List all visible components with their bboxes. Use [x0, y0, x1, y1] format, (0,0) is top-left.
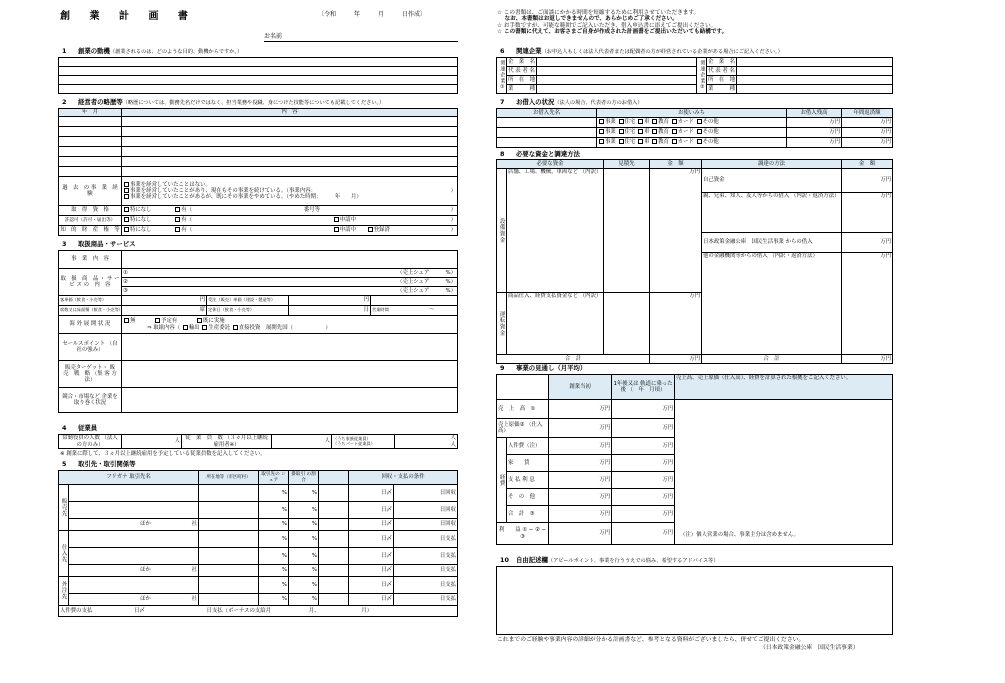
col-location: 所在地等（市区町村）: [199, 471, 259, 485]
method-total-label: 合 計: [702, 355, 842, 364]
checkbox-icon: [124, 217, 129, 222]
related-1-industry[interactable]: [537, 85, 697, 94]
need-total-amount[interactable]: 万円: [650, 355, 702, 364]
row-interest-label: 支 払 利 息: [507, 472, 549, 489]
note-line: なお、本書類はお返しできませんので、あらかじめご了承ください。: [504, 16, 678, 23]
col-basis: 売上高、売上原価（仕入高）、経費を計算された根拠をご記入ください。: [675, 375, 893, 400]
section-2-heading: 2 経営者の略歴等（略歴については、勤務先名だけではなく、担当業務や役職、身につけた技能等についても記載してください。）: [62, 98, 385, 106]
holiday-label: 定休日（飲食・小売等）: [207, 306, 289, 316]
equipment-amount[interactable]: 万円: [650, 169, 702, 293]
partner-location[interactable]: [199, 577, 259, 594]
partner-location[interactable]: [199, 565, 259, 577]
officers-label: 常勤役員の人数 （法人の方のみ）: [59, 435, 122, 449]
outsource-label: 外注先: [59, 577, 69, 606]
terms-close[interactable]: 日〆: [349, 485, 394, 502]
motivation-line[interactable]: [59, 58, 458, 67]
checkbox-icon[interactable]: [124, 318, 129, 323]
col-terms: 回収・支払の条件: [349, 471, 458, 485]
col-repay: 年間返済額: [842, 109, 893, 118]
lender-name[interactable]: [497, 138, 597, 148]
loans-table: [496, 108, 893, 148]
section-5-heading: 5 取引先・取引関係等: [62, 460, 136, 468]
expenses-label: 経費: [497, 438, 507, 523]
field-label: 企 業 名: [708, 58, 735, 65]
field-label: 企 業 名: [508, 58, 535, 65]
funds-table: [496, 159, 893, 364]
partner-credit[interactable]: %: [289, 548, 319, 565]
profit-initial[interactable]: 万円: [549, 523, 612, 545]
related-2-industry[interactable]: [737, 85, 893, 94]
forecast-note: （注）個人営業の場合、事業主分は含めません。: [680, 532, 799, 538]
career-year[interactable]: [59, 127, 122, 137]
col-balance: お借入残高: [787, 109, 842, 118]
related-2-label: 関連企業②: [697, 58, 707, 94]
col-initial: 創業当初: [549, 375, 612, 400]
target-label: 販売ターゲット・ 販 売 戦 略 （集 客 方 法）: [59, 361, 122, 388]
goods-item[interactable]: ③ （売上シェア %）: [123, 287, 456, 294]
usage-options[interactable]: 事業 住宅 車 教育 カード その他: [597, 128, 787, 138]
checkbox-icon[interactable]: [197, 318, 202, 323]
motivation-table: [58, 57, 458, 94]
partner-location[interactable]: [199, 548, 259, 565]
row-rent-label: 家 賃: [507, 455, 549, 472]
blank-cell: [371, 296, 458, 306]
cost-initial[interactable]: 万円: [549, 419, 612, 438]
instruction-notes: [497, 10, 727, 36]
partner-location[interactable]: [199, 519, 259, 531]
partner-blank: [319, 577, 349, 594]
motivation-line[interactable]: [59, 67, 458, 76]
goods-item[interactable]: ① （売上シェア %）: [123, 269, 456, 276]
partner-name[interactable]: [69, 531, 199, 548]
row-labor-label: 人件費（注）: [507, 438, 549, 455]
terms-close[interactable]: 日〆: [349, 594, 394, 606]
rent-initial[interactable]: 万円: [549, 455, 612, 472]
working-estimate[interactable]: [604, 293, 650, 355]
related-1-label: 関連企業①: [497, 58, 507, 94]
family-part-field[interactable]: 人 人: [395, 435, 458, 449]
checkbox-icon: [175, 227, 180, 232]
free-text-field[interactable]: [496, 566, 893, 635]
past-option[interactable]: 事業を経営していたことがあり、現在もその事業を続けている。（事業内容： ）: [123, 188, 456, 194]
col-need: 必要な資金: [497, 160, 604, 169]
method-total-amount[interactable]: 万円: [842, 355, 893, 364]
field-label: 業 種: [508, 85, 535, 92]
partner-share[interactable]: %: [259, 519, 289, 531]
partner-others[interactable]: ほか 社: [69, 519, 199, 531]
hours-field[interactable]: 営業時間 〜: [371, 306, 458, 316]
partner-location[interactable]: [199, 485, 259, 502]
partner-blank: [319, 485, 349, 502]
terms-collect[interactable]: 日回収: [394, 502, 458, 519]
employees-note: ※ 創業に際して、３ヵ月以上継続雇用を予定している従業員数を記入してください。: [60, 451, 266, 457]
cost-after[interactable]: 万円: [612, 419, 675, 438]
career-year[interactable]: [59, 137, 122, 147]
checkbox-icon: [334, 217, 339, 222]
row-sales-label: 売 上 高 ①: [497, 400, 549, 419]
employees-table: [58, 434, 458, 449]
balance-field[interactable]: 万円: [787, 118, 842, 128]
officers-field[interactable]: 人: [122, 435, 182, 449]
col-estimate: 見積先: [604, 160, 650, 169]
section-6-heading: 6 関連企業（お申込人もしくは法人代表者または配偶者の方が経営されている企業がある場合にご記入ください。）: [500, 47, 783, 55]
partner-location[interactable]: [199, 502, 259, 519]
labor-initial[interactable]: 万円: [549, 438, 612, 455]
col-content: 内 容: [122, 109, 458, 117]
note-line: ☆ この書類に代えて、お客さまご自身が作成された計画書をご提出いただいても結構です。: [497, 29, 728, 36]
section-8-heading: 8 必要な資金と調達方法: [500, 150, 580, 158]
related-2-rep[interactable]: [737, 67, 893, 76]
checkbox-icon[interactable]: [155, 318, 160, 323]
col-amount: 金 額: [650, 160, 702, 169]
partner-credit[interactable]: %: [289, 502, 319, 519]
partner-name[interactable]: [69, 548, 199, 565]
balance-field[interactable]: 万円: [787, 128, 842, 138]
name-field[interactable]: [264, 34, 458, 42]
total-initial[interactable]: 万円: [549, 506, 612, 523]
col-credit: 掛取引 の割合: [289, 471, 319, 485]
terms-pay[interactable]: 日支払: [394, 548, 458, 565]
motivation-line[interactable]: [59, 85, 458, 94]
forecast-table: [496, 374, 893, 545]
sales-label: 販売先: [59, 485, 69, 531]
related-1-name[interactable]: [537, 58, 697, 67]
total-after[interactable]: 万円: [612, 506, 675, 523]
partner-credit[interactable]: %: [289, 577, 319, 594]
partner-share[interactable]: %: [259, 565, 289, 577]
license-field[interactable]: 特になし 有（ 申請中 ）: [122, 216, 458, 226]
goods-item[interactable]: ② （売上シェア %）: [123, 278, 456, 285]
partner-blank: [319, 548, 349, 565]
partner-share[interactable]: %: [259, 577, 289, 594]
basis-field[interactable]: [675, 400, 893, 545]
employees-label: 従 業 員 数 （３ヵ月以上継続雇用者※）: [182, 435, 272, 449]
motivation-line[interactable]: [59, 76, 458, 85]
terms-close[interactable]: 日〆: [349, 548, 394, 565]
partner-share[interactable]: %: [259, 531, 289, 548]
equipment-estimate[interactable]: [604, 169, 650, 293]
col-blank: [319, 471, 349, 485]
usage-options[interactable]: 事業 住宅 車 教育 カード その他: [597, 138, 787, 148]
partner-credit[interactable]: %: [289, 519, 319, 531]
related-1-rep[interactable]: [537, 67, 697, 76]
repay-field[interactable]: 万円: [842, 128, 893, 138]
need-total-label: 合 計: [497, 355, 650, 364]
note-line: ☆ お手数ですが、可能な範囲でご記入いただき、借入申込書に添えてご提出ください。: [497, 22, 717, 29]
ip-field[interactable]: 特になし 有（ 申請中 登録済 ）: [122, 226, 458, 236]
other-initial[interactable]: 万円: [549, 489, 612, 506]
career-year[interactable]: [59, 167, 122, 177]
row-other-label: そ の 他: [507, 489, 549, 506]
section-9-heading: 9 事業の見通し（月平均）: [500, 364, 587, 372]
target-field[interactable]: [122, 361, 458, 388]
col-blank: [497, 375, 549, 400]
jfc-loan-label: 日本政策金融公庫 国民生活事業 からの借入: [702, 233, 842, 253]
col-method: 調達の方法: [702, 160, 842, 169]
partner-credit[interactable]: %: [289, 565, 319, 577]
terms-close[interactable]: 日〆: [349, 565, 394, 577]
market-label: 競合・市場など 企業を取り巻く状況: [59, 388, 122, 413]
biz-field[interactable]: [122, 251, 458, 269]
terms-close[interactable]: 日〆: [349, 577, 394, 594]
working-label: 運転資金: [497, 293, 507, 355]
other-after[interactable]: 万円: [612, 489, 675, 506]
field-label: 業 種: [708, 85, 735, 92]
related-2-name[interactable]: [737, 58, 893, 67]
col-after: 1年後又は 軌道に乗った後 （ 年 月頃）: [612, 375, 675, 400]
market-field[interactable]: [122, 388, 458, 413]
partner-blank: [319, 565, 349, 577]
terms-collect[interactable]: 日回収: [394, 485, 458, 502]
partner-others[interactable]: ほか 社: [69, 565, 199, 577]
career-content[interactable]: [122, 117, 458, 127]
past-experience-label: 過 去 の 事 業 経 験: [59, 177, 122, 206]
field-label: 代 表 者 名: [508, 67, 535, 74]
other-loan-label: 他の金融機関等からの借入 （内訳・返済方法）: [702, 253, 842, 355]
selling-point-label: セールスポイント （自社の強み）: [59, 334, 122, 361]
profit-after[interactable]: 万円: [612, 523, 675, 545]
field-label: 所 在 地: [508, 76, 535, 83]
checkbox-icon: [334, 227, 339, 232]
repay-field[interactable]: 万円: [842, 118, 893, 128]
biz-label: 事 業 内 容: [59, 251, 122, 269]
qualification-label: 取 得 資 格: [59, 206, 122, 216]
checkbox-icon[interactable]: [202, 325, 207, 330]
note-line: ☆ この書類は、ご面談にかかる時間を短縮するために利用させていただきます。: [497, 10, 700, 16]
jfc-loan-amount[interactable]: 万円: [842, 233, 893, 253]
section-7-heading: 7 お借入の状況（法人の場合、代表者の方のお借入）: [500, 98, 643, 106]
partner-others[interactable]: ほか 社: [69, 594, 199, 606]
terms-close[interactable]: 日〆: [349, 531, 394, 548]
partner-name[interactable]: [69, 485, 199, 502]
career-content[interactable]: [122, 167, 458, 177]
partner-location[interactable]: [199, 594, 259, 606]
checkbox-icon: [124, 182, 129, 187]
name-label: お名前: [264, 33, 283, 40]
own-funds-amount[interactable]: 万円: [842, 169, 893, 193]
rent-after[interactable]: 万円: [612, 455, 675, 472]
labor-after[interactable]: 万円: [612, 438, 675, 455]
col-amount-2: 金 額: [842, 160, 893, 169]
col-year: 年 月: [59, 109, 122, 117]
partner-share[interactable]: %: [259, 594, 289, 606]
interest-initial[interactable]: 万円: [549, 472, 612, 489]
partner-location[interactable]: [199, 531, 259, 548]
terms-pay[interactable]: 日支払: [394, 531, 458, 548]
row-total-label: 合 計 ③: [507, 506, 549, 523]
career-content[interactable]: [122, 127, 458, 137]
unit-price-field[interactable]: 円: [122, 296, 207, 306]
terms-close[interactable]: 日〆: [349, 502, 394, 519]
partners-table: [58, 470, 458, 617]
career-year[interactable]: [59, 157, 122, 167]
field-label: 代 表 者 名: [708, 67, 735, 74]
col-partner-name: フリガナ 取引先名: [59, 471, 199, 485]
checkbox-icon[interactable]: [183, 325, 188, 330]
related-2-address[interactable]: [737, 76, 893, 85]
capacity-label: 席数又は床面積（飲食・小売等）: [59, 306, 122, 316]
partner-blank: [319, 594, 349, 606]
field-label: 所 在 地: [708, 76, 735, 83]
working-detail[interactable]: 商品仕入、経費支払資金など （内訳）: [507, 293, 604, 355]
section-1-heading: 1 創業の動機（創業されるのは、どのような目的、動機からですか。）: [62, 47, 243, 55]
partner-credit[interactable]: %: [289, 531, 319, 548]
row-cost-label: 売上原価② （仕入高）: [497, 419, 549, 438]
checkbox-icon: [175, 207, 180, 212]
ip-label: 知 的 財 産 権 等: [59, 226, 122, 236]
usage-options[interactable]: 事業 住宅 車 教育 カード その他: [597, 118, 787, 128]
other-loan-amount[interactable]: 万円: [842, 253, 893, 355]
past-experience-options: [122, 177, 458, 206]
col-share: 取引先の シェア: [259, 471, 289, 485]
related-companies-table: [496, 57, 893, 94]
lender-name[interactable]: [497, 128, 597, 138]
section-4-heading: 4 従業員: [62, 424, 98, 432]
goods-label: 取 扱 商 品 ・ サ ー ビ ス の 内 容: [59, 269, 122, 296]
license-label: 許認可（許可・届出等）: [59, 216, 122, 226]
partner-name[interactable]: [69, 502, 199, 519]
checkbox-icon: [124, 194, 129, 199]
terms-pay[interactable]: 日支払: [394, 577, 458, 594]
wage-payment-row[interactable]: 人件費の支払 日〆 日支払（ボーナスの支給月 月、 月）: [59, 606, 458, 617]
selling-point-field[interactable]: [122, 334, 458, 361]
checkbox-icon: [124, 207, 129, 212]
partner-credit[interactable]: %: [289, 594, 319, 606]
partner-share[interactable]: %: [259, 485, 289, 502]
career-content[interactable]: [122, 137, 458, 147]
interest-after[interactable]: 万円: [612, 472, 675, 489]
overseas-label: 海 外 展 開 状 況: [59, 316, 122, 334]
order-price-field[interactable]: 円: [289, 296, 371, 306]
page-title: 創 業 計 画 書: [60, 11, 196, 22]
balance-field[interactable]: 万円: [787, 138, 842, 148]
partner-credit[interactable]: %: [289, 485, 319, 502]
holiday-field[interactable]: 日: [289, 306, 371, 316]
order-price-label: 受注（販売）単価（建設・製造等）: [207, 296, 289, 306]
section-10-heading: 10 自由記述欄（アピールポイント、事業を行ううえでの悩み、希望するアドバイス等）: [500, 556, 719, 564]
footer-line: これまでのご経験や事業内容の詳細が分かる計画書など、参考となる資料がございましたら、併せてご提出ください。: [497, 637, 805, 643]
career-content[interactable]: [122, 147, 458, 157]
col-lender: お借入先名: [497, 109, 597, 118]
past-option[interactable]: 事業を経営していたことはない。: [123, 182, 456, 188]
related-1-address[interactable]: [537, 76, 697, 85]
products-table: [58, 250, 458, 413]
partner-name[interactable]: [69, 577, 199, 594]
checkbox-icon: [124, 227, 129, 232]
family-loan-label: 親、兄弟、知人、友人等からの借入 （内訳・返済方法）: [702, 193, 842, 233]
lender-name[interactable]: [497, 118, 597, 128]
terms-collect[interactable]: 日回収: [394, 519, 458, 531]
supply-label: 仕入先: [59, 531, 69, 577]
employees-field[interactable]: 人: [272, 435, 332, 449]
partner-blank: [319, 502, 349, 519]
equipment-detail[interactable]: 店舗、工場、機械、車両など （内訳）: [507, 169, 604, 293]
career-year[interactable]: [59, 147, 122, 157]
wage-label: 人件費の支払: [60, 607, 93, 614]
career-content[interactable]: [122, 157, 458, 167]
repay-field[interactable]: 万円: [842, 138, 893, 148]
working-amount[interactable]: 万円: [650, 293, 702, 355]
qualification-field[interactable]: 特になし 有（ 番号等 ）: [122, 206, 458, 216]
family-part-label: （うち家族従業員） （うちパート従業員）: [332, 435, 395, 449]
col-usage: お使いみち: [597, 109, 787, 118]
career-year[interactable]: [59, 117, 122, 127]
partner-share[interactable]: %: [259, 548, 289, 565]
capacity-field[interactable]: 席: [122, 306, 207, 316]
own-funds-label: 自己資金: [702, 169, 842, 193]
terms-close[interactable]: 日〆: [349, 519, 394, 531]
equipment-label: 設備資金: [497, 169, 507, 293]
checkbox-icon: [124, 188, 129, 193]
family-loan-amount[interactable]: 万円: [842, 193, 893, 233]
sales-initial[interactable]: 万円: [549, 400, 612, 419]
terms-pay[interactable]: 日支払: [394, 565, 458, 577]
date-line: 〔令和 年 月 日作成〕: [318, 11, 427, 18]
terms-pay[interactable]: 日支払: [394, 594, 458, 606]
footer-issuer: （日本政策金融公庫 国民生活事業）: [760, 645, 859, 651]
checkbox-icon: [368, 227, 373, 232]
checkbox-icon: [175, 217, 180, 222]
row-profit-label: 利 益 ① − ② − ③: [497, 523, 549, 545]
section-3-heading: 3 取扱商品・サービス: [62, 240, 136, 248]
overseas-field: 無 予定有 既に実施 ⇒ 取組内容（ 輸出 生産委託 直接投資 展開先国（ ）: [122, 316, 458, 334]
past-option[interactable]: 事業を経営していたことがあるが、既にその事業をやめている。（やめた時期： 年 月）: [123, 194, 456, 200]
checkbox-icon[interactable]: [233, 325, 238, 330]
sales-after[interactable]: 万円: [612, 400, 675, 419]
partner-share[interactable]: %: [259, 502, 289, 519]
partner-blank: [319, 531, 349, 548]
unit-price-label: 客単価（飲食・小売等）: [59, 296, 122, 306]
partner-blank: [319, 519, 349, 531]
career-table: [58, 108, 458, 236]
